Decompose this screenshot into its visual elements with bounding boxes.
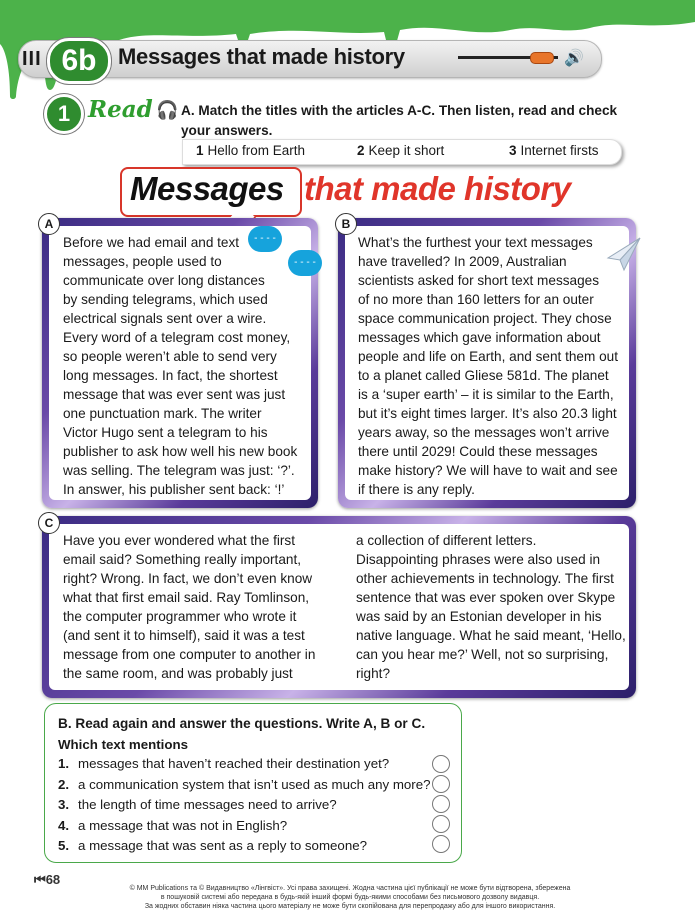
chat-bubble-icon: - - - -: [288, 250, 322, 276]
chat-bubble-icon: - - - -: [248, 226, 282, 252]
answer-circle[interactable]: [432, 815, 450, 833]
unit-marker: III: [22, 48, 42, 70]
headline-part1: Messages: [130, 170, 284, 207]
headphones-icon: 🎧: [156, 100, 179, 120]
article-b-text: What’s the furthest your text messages have travelled? In 2009, Australian scientists asked for short text messages of no more than 160 letters for an outer space communication project. They chose messages which gave information about people and life on Earth, and sent them out to a planet called Gliese 581d. The planet is a ‘super earth’ – it is similar to the Earth, but it’s eight times larger. It’s also 20.3 light years away, so the messages won’t arrive there until 2029! Could these messages make history? We will have to wait and see if there is any reply.: [358, 235, 618, 497]
article-a-letter: A: [38, 213, 60, 235]
page-number: ⏮68: [34, 872, 61, 887]
article-c-letter: C: [38, 512, 60, 534]
audio-slider-knob[interactable]: [530, 52, 554, 64]
paper-plane-icon: [606, 236, 642, 272]
title-option: 3 Internet firsts: [509, 143, 599, 158]
speaker-icon[interactable]: 🔊: [564, 50, 584, 67]
question-item: 3. the length of time messages need to arrive?: [58, 797, 337, 812]
read-label: Read: [88, 96, 153, 123]
headline-part2: that made history: [304, 170, 571, 207]
article-b-letter: B: [335, 213, 357, 235]
title-option: 2 Keep it short: [357, 143, 445, 158]
page-title: Messages that made history: [118, 44, 405, 69]
answer-circle[interactable]: [432, 755, 450, 773]
article-a-text: Before we had email and text messages, people used to communicate over long distances by sending telegrams, which used electrical signals sent over a wire. Every word of a telegram cost money, so people weren’t able to send very long messages. In fact, the shortest message that was ever sent was just one punctuation mark. The writer Victor Hugo sent a telegram to his publisher to ask how well his new book was selling. The telegram was just: ‘?’. In answer, his publisher sent back: ‘!’: [63, 235, 298, 497]
rewind-icon: ⏮: [34, 872, 46, 887]
task-number: 1: [44, 94, 84, 134]
copyright-footer: © MM Publications та © Видавництво «Лінгвіст». Усі права захищені. Жодна частина цієї публікації не може бути відтворена, збережена в пошуковій системі або передана в будь-якій інший формі будь-якими способами без письмового дозволу видавця. За жодних обставин ніяка частина цього матеріалу не може бути скопійована для перепродажу або для іншого використання.: [129, 885, 571, 910]
question-item: 5. a message that was sent as a reply to someone?: [58, 838, 367, 853]
answer-circle[interactable]: [432, 795, 450, 813]
article-c-text-left: Have you ever wondered what the first email said? Something really important, right? Wrong. In fact, we don’t even know what that first email said. Ray Tomlinson, the computer programmer who wrote it (and sent it to himself), said it was a test message from one computer to another in the same room, and was probably just: [63, 533, 316, 681]
unit-number: 6b: [47, 38, 111, 84]
question-item: 2. a communication system that isn’t used as much any more?: [58, 777, 431, 792]
question-item: 1. messages that haven’t reached their destination yet?: [58, 756, 390, 771]
answer-circle[interactable]: [432, 835, 450, 853]
article-c-text-right: a collection of different letters. Disappointing phrases were also used in other achievements in technology. The first sentence that was ever spoken over Skype was said by an Estonian developer in his native language. What he said meant, ‘Hello, can you hear me?’ Well, not so surprising, right?: [356, 533, 626, 681]
answer-circle[interactable]: [432, 775, 450, 793]
question-item: 4. a message that was not in English?: [58, 818, 288, 833]
task-b-subheading: Which text mentions: [58, 737, 189, 752]
title-option: 1 Hello from Earth: [196, 143, 306, 158]
task-b-heading: B. Read again and answer the questions. Write A, B or C.: [58, 716, 426, 731]
task-instruction: A. Match the titles with the articles A-C. Then listen, read and check your answers.: [181, 103, 618, 138]
